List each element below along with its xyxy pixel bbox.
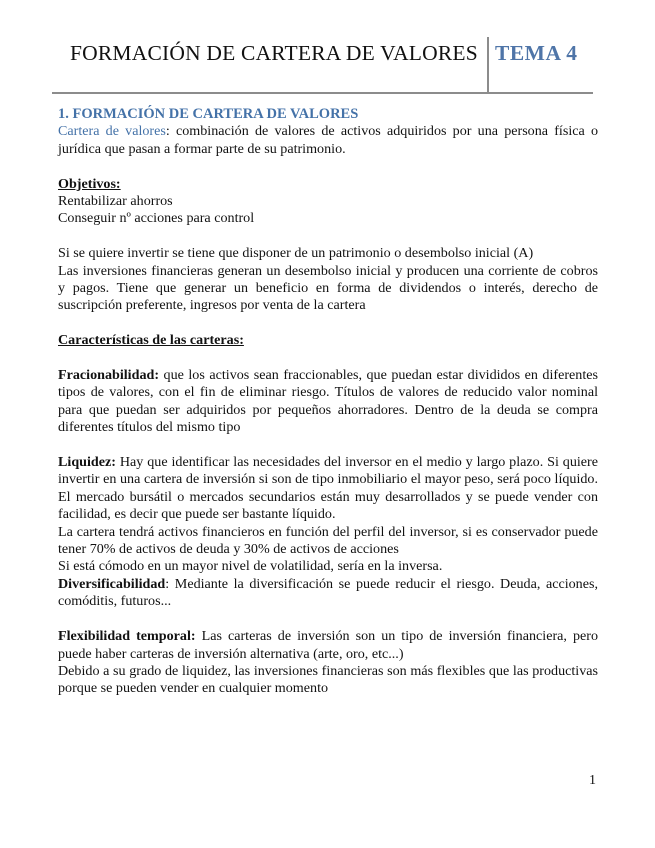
header-vertical-divider	[487, 37, 489, 93]
objetivos-heading: Objetivos:	[58, 175, 121, 192]
page-header	[0, 0, 655, 95]
flexibilidad-term: Flexibilidad temporal:	[58, 628, 196, 645]
diversificabilidad-text: : Mediante la diversificación se puede reducir el riesgo. Deuda, acciones, comóditis, futuros...	[58, 575, 598, 610]
header-horizontal-rule	[52, 92, 593, 94]
definition-paragraph	[58, 123, 598, 158]
liquidez-text: Hay que identificar las necesidades del inversor en el medio y largo plazo. Si quiere invertir en una cartera de inversión si son de tipo inmobiliario el mayor peso, será poco líquido. El mercado bursátil o mercados secundarios están muy desarrollados y se puede vender con facilidad, es decir que puede ser bastante líquido.	[58, 454, 598, 523]
definition-term: Cartera de valores	[58, 123, 166, 140]
objetivo-item: Conseguir nº acciones para control	[58, 210, 255, 227]
liquidez-term: Liquidez:	[58, 454, 116, 471]
document-body	[58, 106, 598, 698]
intro-paragraph-1: Si se quiere invertir se tiene que disponer de un patrimonio o desembolso inicial (A)	[58, 245, 534, 262]
objetivo-item: Rentabilizar ahorros	[58, 193, 173, 210]
diversificabilidad-paragraph	[58, 576, 598, 611]
diversificabilidad-term: Diversificabilidad	[58, 575, 166, 592]
intro-paragraph-2: Las inversiones financieras generan un desembolso inicial y producen una corriente de cobros y pagos. Tiene que generar un beneficio en forma de dividendos o interés, derecho de suscripción preferente, ingresos por venta de la cartera	[58, 262, 598, 314]
fracionabilidad-paragraph	[58, 367, 598, 437]
liquidez-paragraph-3: Si está cómodo en un mayor nivel de volatilidad, sería en la inversa.	[58, 558, 443, 575]
header-title: FORMACIÓN DE CARTERA DE VALORES	[70, 41, 478, 65]
liquidez-paragraph	[58, 454, 598, 524]
flexibilidad-paragraph-2: Debido a su grado de liquidez, las inversiones financieras son más flexibles que las productivas porque se pueden vender en cualquier momento	[58, 662, 598, 697]
header-tema-label: TEMA 4	[495, 41, 578, 65]
caracteristicas-heading: Características de las carteras:	[58, 332, 244, 349]
fracionabilidad-text: que los activos sean fraccionables, que puedan estar divididos en diferentes tipos de valores, con el fin de eliminar riesgo. Títulos de valores de reducido valor nominal para que puedan ser adquiridos por pequeños ahorradores. Dentro de la deuda se compra diferentes títulos del mismo tipo	[58, 367, 598, 436]
section-title: 1. FORMACIÓN DE CARTERA DE VALORES	[58, 106, 359, 122]
page-number: 1	[589, 773, 596, 788]
flexibilidad-paragraph	[58, 628, 598, 663]
flexibilidad-text: Las carteras de inversión son un tipo de inversión financiera, pero puede haber carteras de inversión alternativa (arte, oro, etc...)	[58, 628, 598, 662]
fracionabilidad-term: Fracionabilidad:	[58, 367, 160, 384]
liquidez-paragraph-2: La cartera tendrá activos financieros en función del perfil del inversor, si es conservador puede tener 70% de activos de deuda y 30% de activos de acciones	[58, 523, 598, 558]
definition-text: : combinación de valores de activos adquiridos por una persona física o jurídica que pasan a formar parte de su patrimonio.	[58, 123, 598, 157]
